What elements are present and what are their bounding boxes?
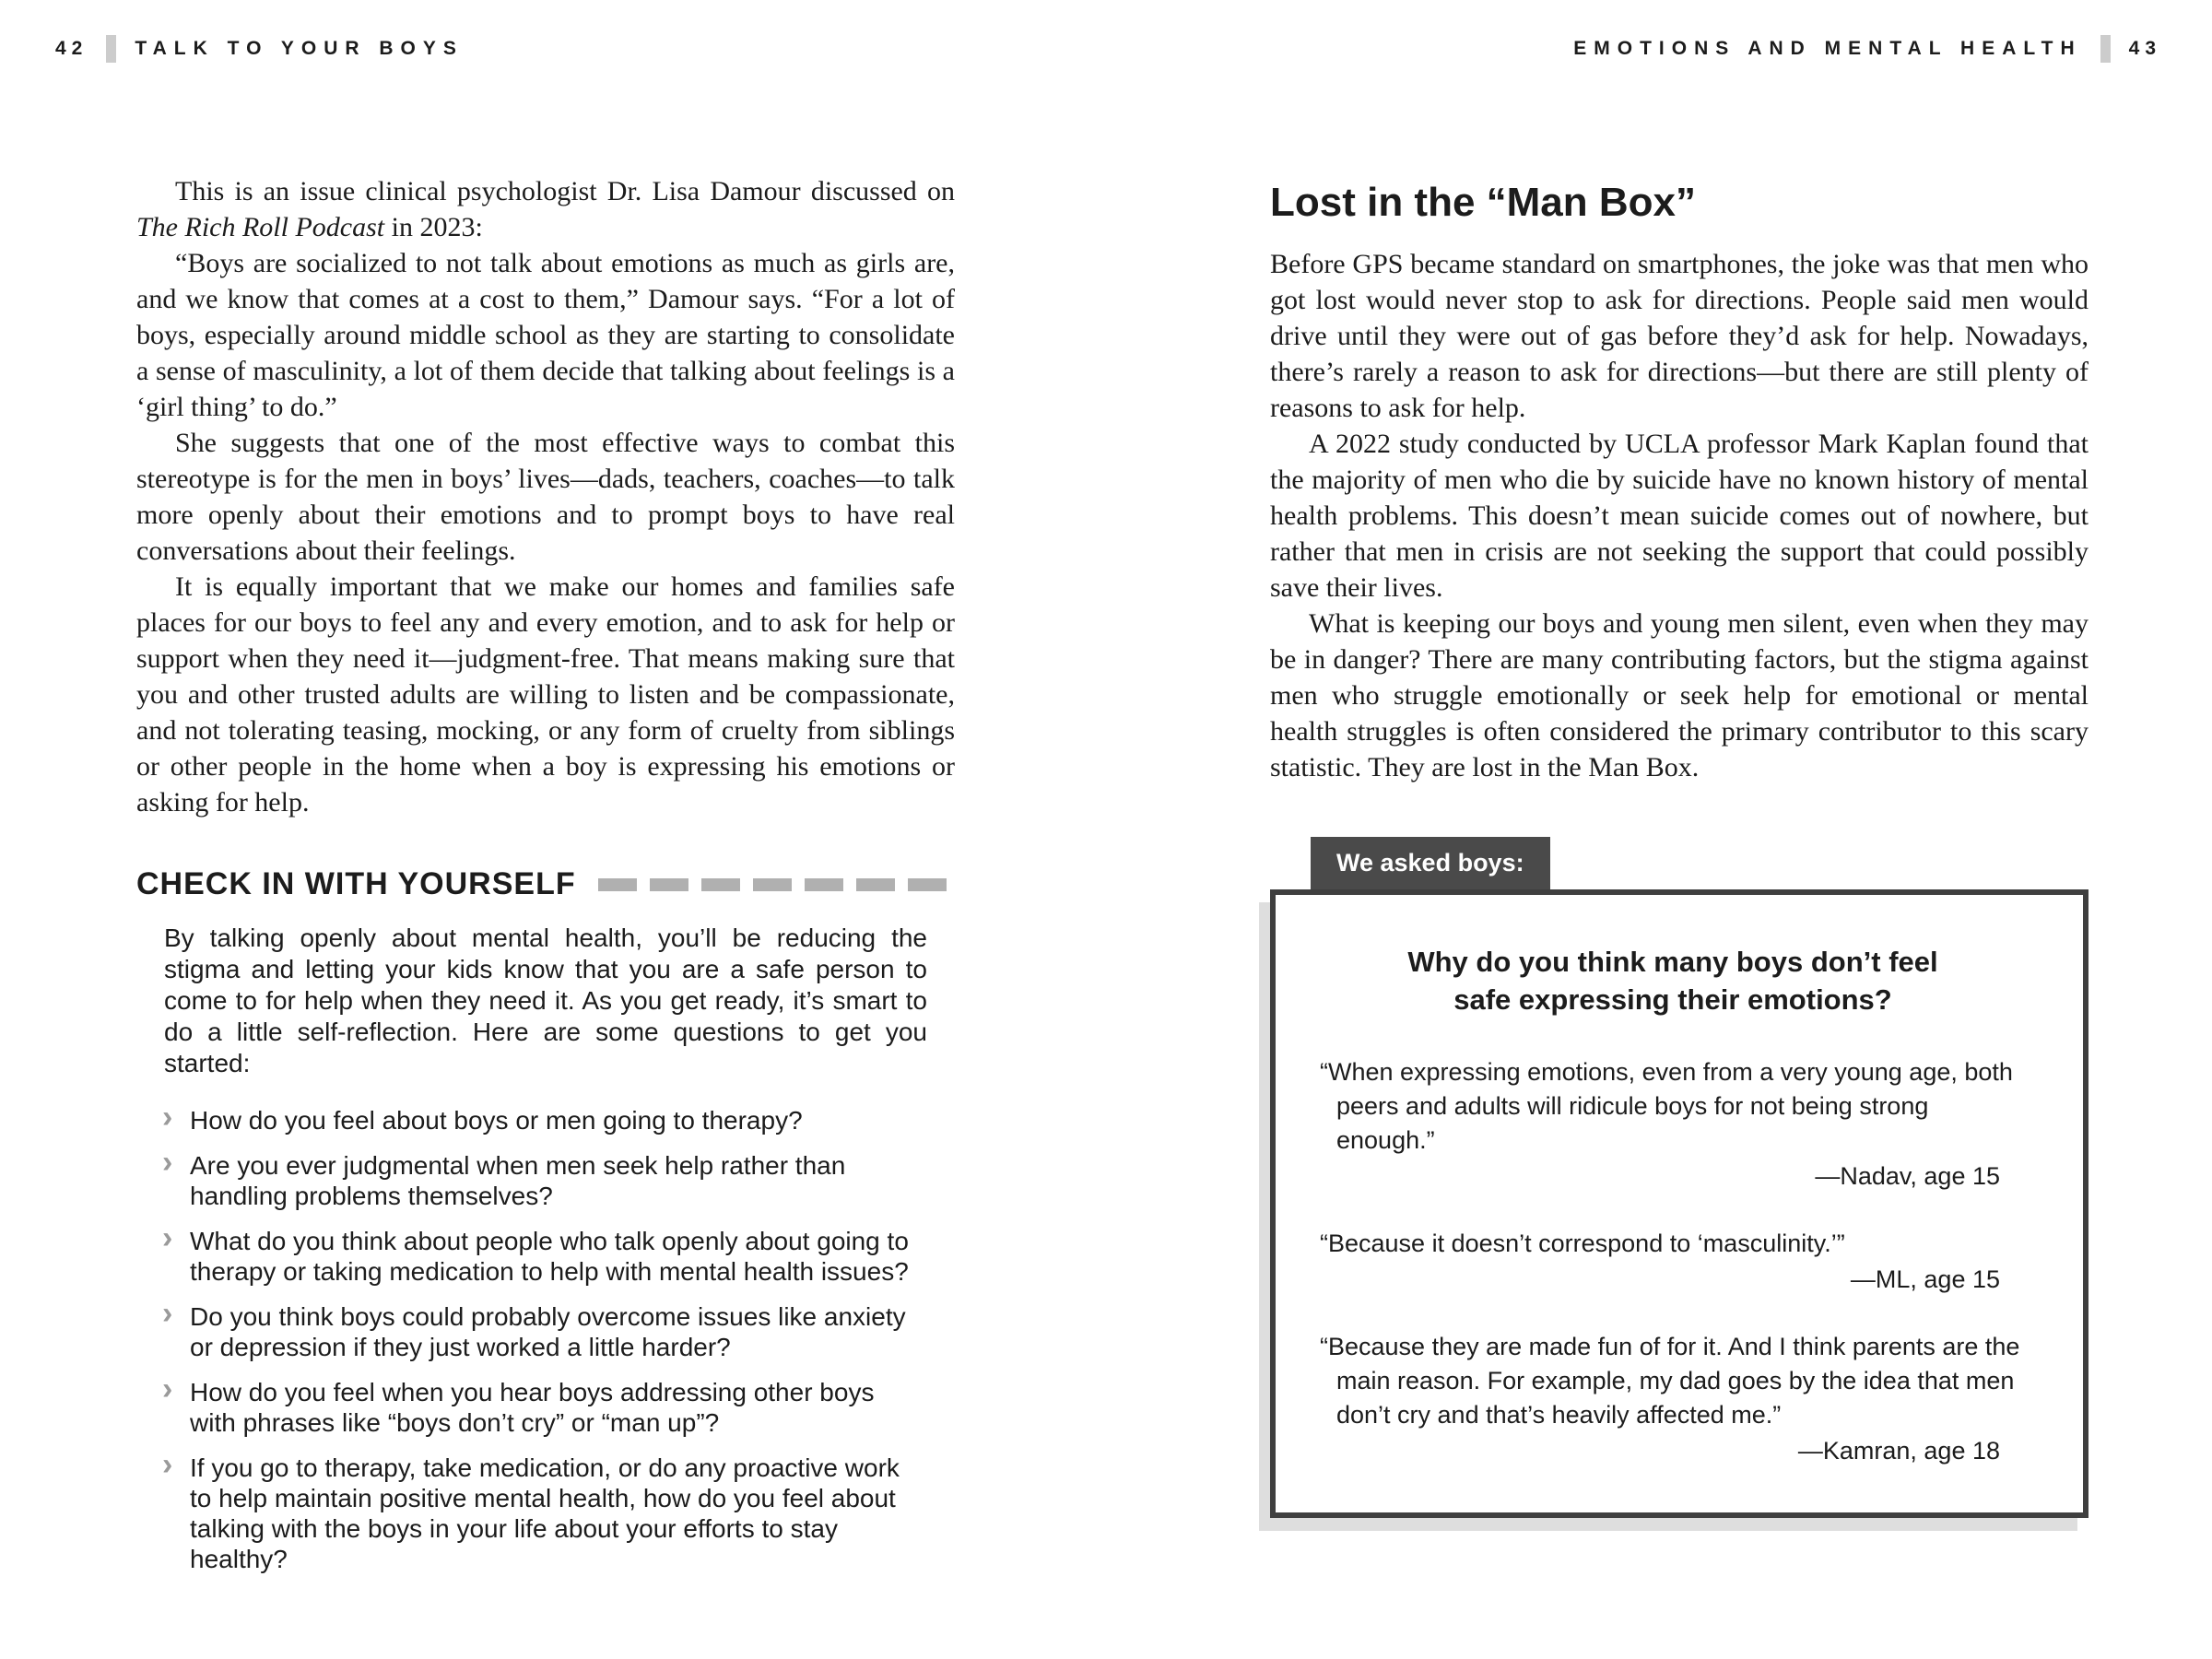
left-page-column [136,173,955,1589]
boy-quote [1320,1055,2026,1194]
question-text: How do you feel when you hear boys addressing other boys with phrases like “boys don’t cry” or “man up”? [190,1378,875,1437]
header-bar-left [106,35,116,63]
paragraph-stigma: What is keeping our boys and young men silent, even when they may be in danger? There are many contributing factors, but the stigma against men who struggle emotionally or seek help for emotional or mental health struggles is often considered the primary contributor to this scary statistic. They are lost in the Man Box. [1270,608,2088,782]
dash-icon [650,878,688,891]
question-text: Do you think boys could probably overcome issues like anxiety or depression if they just worked a little harder? [190,1302,906,1361]
check-in-heading-row [136,866,955,902]
we-asked-boys-callout [1270,837,2088,1518]
paragraph-ucla-study: A 2022 study conducted by UCLA professor Mark Kaplan found that the majority of men who die by suicide have no known history of mental health problems. This doesn’t mean suicide comes out of nowhere, but rather that men in crisis are not seeking the support that could possibly save their lives. [1270,429,2088,603]
heading-dashes [598,878,947,891]
chevron-right-icon: › [162,1296,173,1331]
list-item [162,1100,927,1135]
boy-quote [1320,1227,2026,1297]
check-in-heading: CHECK IN WITH YOURSELF [136,866,576,901]
paragraph-damour-intro [136,173,955,245]
dash-icon [598,878,637,891]
list-item [162,1220,927,1287]
list-item [162,1145,927,1211]
question-text: How do you feel about boys or men going to therapy? [190,1106,803,1135]
right-running-head [1573,35,2161,63]
question-text: If you go to therapy, take medication, or do any proactive work to help maintain positive mental health, how do you feel about talking with the boys in your life about your efforts to stay healthy? [190,1453,900,1573]
question-line: Why do you think many boys don’t feel [1407,946,1938,978]
chevron-right-icon: › [162,1371,173,1406]
paragraph-safe-homes: It is equally important that we make our homes and families safe places for our boys to feel any and every emotion, and to ask for help or support when they need it—judgment-free. That means making sure that you and other trusted adults are willing to listen and be compassionate, and not tolerating teasing, mocking, or any form of cruelty from siblings or other people in the home when a boy is expressing his emotions or asking for help. [136,571,955,818]
question-text: Are you ever judgmental when men seek help rather than handling problems themselves? [190,1151,846,1210]
paragraph-damour-quote: “Boys are socialized to not talk about emotions as much as girls are, and we know that comes at a cost to them,” Damour says. “For a lot of boys, especially around middle school as they are starting to consolidate a sense of masculinity, a lot of them decide that talking about feelings is a ‘girl thing’ to do.” [136,248,955,422]
dash-icon [753,878,792,891]
dash-icon [908,878,947,891]
right-running-title: EMOTIONS AND MENTAL HEALTH [1573,38,2082,59]
check-in-intro: By talking openly about mental health, you’ll be reducing the stigma and letting your kids know that you are a safe person to come to for help when they need it. As you get ready, it’s smart to do a little self-reflection. Here are some questions to get you started: [164,924,927,1077]
list-item [162,1371,927,1438]
paragraph-gps: Before GPS became standard on smartphones, the joke was that men who got lost would never stop to ask for directions. People said men would drive until they were out of gas before they’d ask for help. Nowadays, there’s rarely a reason to ask for directions—but there are still plenty of reasons to ask for help. [1270,249,2088,423]
header-bar-right [2100,35,2111,63]
right-page-number: 43 [2128,38,2161,59]
callout-question [1320,943,2026,1018]
left-page-number: 42 [55,38,88,59]
list-item [162,1296,927,1362]
check-in-question-list [136,1100,955,1574]
quote-attribution: —Kamran, age 18 [1797,1437,2000,1465]
quote-attribution: —ML, age 15 [1850,1265,2000,1293]
dash-icon [805,878,843,891]
podcast-title: The Rich Roll Podcast [136,212,385,242]
dash-icon [701,878,740,891]
callout-tab-label: We asked boys: [1311,837,1550,889]
question-text: What do you think about people who talk openly about going to therapy or taking medication to help with mental health issues? [190,1227,909,1286]
quote-text: “When expressing emotions, even from a very young age, both peers and adults will ridicule boys for not being strong enough.” [1320,1058,2013,1154]
left-running-head [55,35,464,63]
paragraph-text: in 2023: [384,212,483,242]
callout-box [1270,889,2088,1518]
boy-quote [1320,1330,2026,1468]
right-page-column [1270,180,2088,1518]
section-title: Lost in the “Man Box” [1270,180,1696,225]
paragraph-text: This is an issue clinical psychologist Dr. Lisa Damour discussed on [175,176,955,206]
quote-text: “Because they are made fun of for it. And I think parents are the main reason. For example, my dad goes by the idea that men don’t cry and that’s heavily affected me.” [1320,1333,2020,1429]
question-line: safe expressing their emotions? [1453,983,1892,1016]
chevron-right-icon: › [162,1447,173,1482]
dash-icon [856,878,895,891]
check-in-section [136,866,955,1574]
paragraph-stereotype: She suggests that one of the most effective ways to combat this stereotype is for the men in boys’ lives—dads, teachers, coaches—to talk more openly about their emotions and to prompt boys to have real conversations about their feelings. [136,428,955,566]
chevron-right-icon: › [162,1145,173,1180]
quote-attribution: —Nadav, age 15 [1815,1162,2000,1190]
chevron-right-icon: › [162,1220,173,1255]
left-running-title: TALK TO YOUR BOYS [135,38,464,59]
chevron-right-icon: › [162,1100,173,1135]
list-item [162,1447,927,1574]
quote-text: “Because it doesn’t correspond to ‘masculinity.’” [1320,1230,1845,1257]
